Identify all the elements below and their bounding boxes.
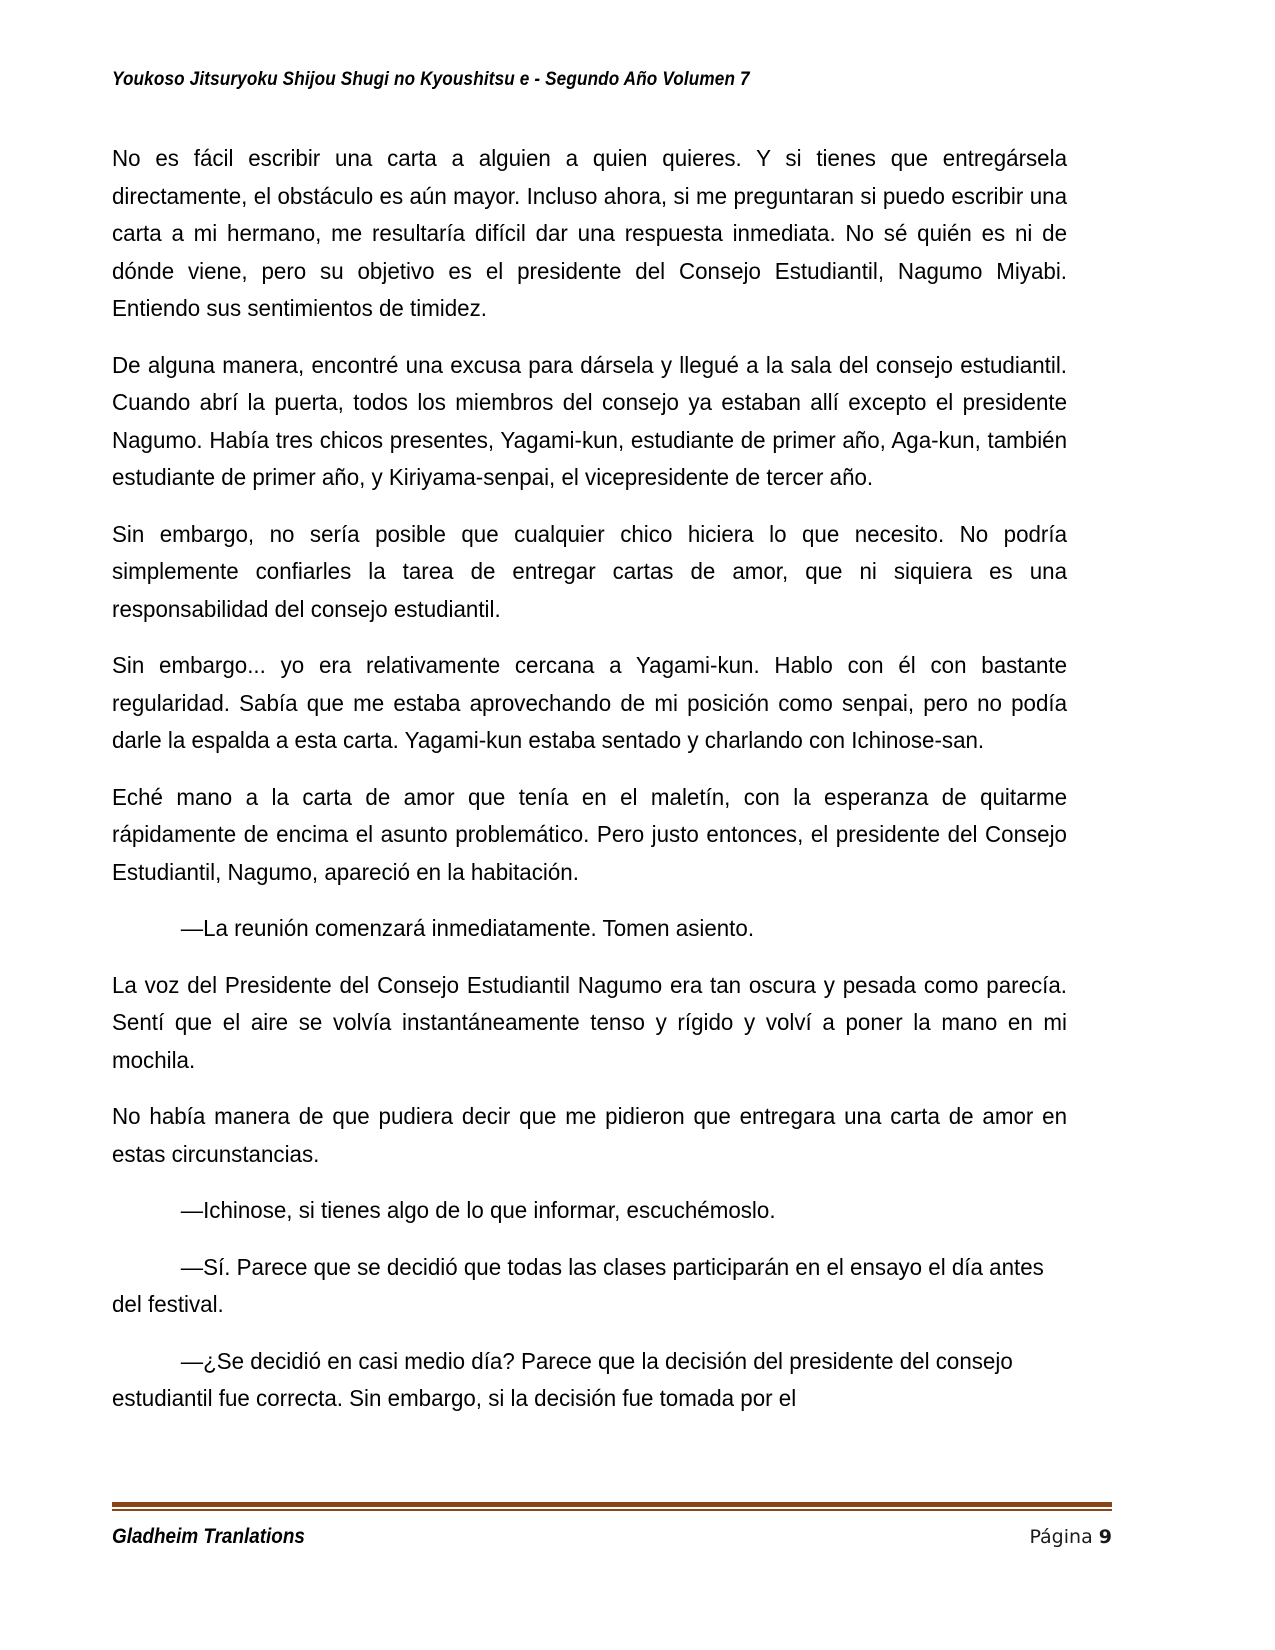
paragraph: De alguna manera, encontré una excusa para dársela y llegué a la sala del consejo estudiantil. Cuando abrí la puerta, todos los miembros del consejo ya estaban allí excepto el presidente Nagumo. Había tres chicos presentes, Yagami-kun, estudiante de primer año, Aga-kun, también estudiante de primer año, y Kiriyama-senpai, el vicepresidente de tercer año. (112, 351, 1067, 490)
dialogue-line: —¿Se decidió en casi medio día? Parece que la decisión del presidente del consejo estudiantil fue correcta. Sin embargo, si la decisión fue tomada por el (112, 1347, 1013, 1411)
footer-page-indicator (1029, 1526, 1112, 1548)
paragraph: Sin embargo... yo era relativamente cercana a Yagami-kun. Hablo con él con bastante regularidad. Sabía que me estaba aprovechando de mi posición como senpai, pero no podía darle la espalda a esta carta. Yagami-kun estaba sentado y charlando con Ichinose-san. (112, 652, 1067, 753)
paragraph: No había manera de que pudiera decir que me pidieron que entregara una carta de amor en estas circunstancias. (112, 1103, 1067, 1167)
paragraph: Eché mano a la carta de amor que tenía en el maletín, con la esperanza de quitarme rápidamente de encima el asunto problemático. Pero justo entonces, el presidente del Consejo Estudiantil, Nagumo, apareció en la habitación. (112, 783, 1067, 885)
dialogue-line: —Sí. Parece que se decidió que todas las clases participarán en el ensayo el día antes del festival. (112, 1253, 1044, 1317)
header-title: Youkoso Jitsuryoku Shijou Shugi no Kyoushitsu e - Segundo Año Volumen 7 (112, 68, 750, 90)
paragraph: La voz del Presidente del Consejo Estudiantil Nagumo era tan oscura y pesada como parecía. Sentí que el aire se volvía instantáneamente tenso y rígido y volví a poner la mano en mi mochila. (112, 971, 1067, 1073)
footer-rule-thin (112, 1509, 1112, 1511)
paragraph: Sin embargo, no sería posible que cualquier chico hiciera lo que necesito. No podría simplemente confiarles la tarea de entregar cartas de amor, que ni siquiera es una responsabilidad del consejo estudiantil. (112, 520, 1067, 622)
dialogue-line: —La reunión comenzará inmediatamente. Tomen asiento. (180, 915, 755, 941)
document-body (112, 140, 1112, 1418)
footer-credit: Gladheim Tranlations (112, 1525, 305, 1548)
footer-page-number: 9 (1098, 1526, 1112, 1548)
footer-page-label: Página (1029, 1526, 1093, 1548)
page-footer (112, 1502, 1112, 1549)
dialogue-line: —Ichinose, si tienes algo de lo que informar, escuchémoslo. (180, 1197, 776, 1223)
footer-row (112, 1525, 1112, 1549)
paragraph: No es fácil escribir una carta a alguien a quien quieres. Y si tienes que entregársela directamente, el obstáculo es aún mayor. Incluso ahora, si me preguntaran si puedo escribir una carta a mi hermano, me resultaría difícil dar una respuesta inmediata. No sé quién es ni de dónde viene, pero su objetivo es el presidente del Consejo Estudiantil, Nagumo Miyabi. Entiendo sus sentimientos de timidez. (112, 145, 1067, 321)
page-header (112, 68, 1112, 91)
